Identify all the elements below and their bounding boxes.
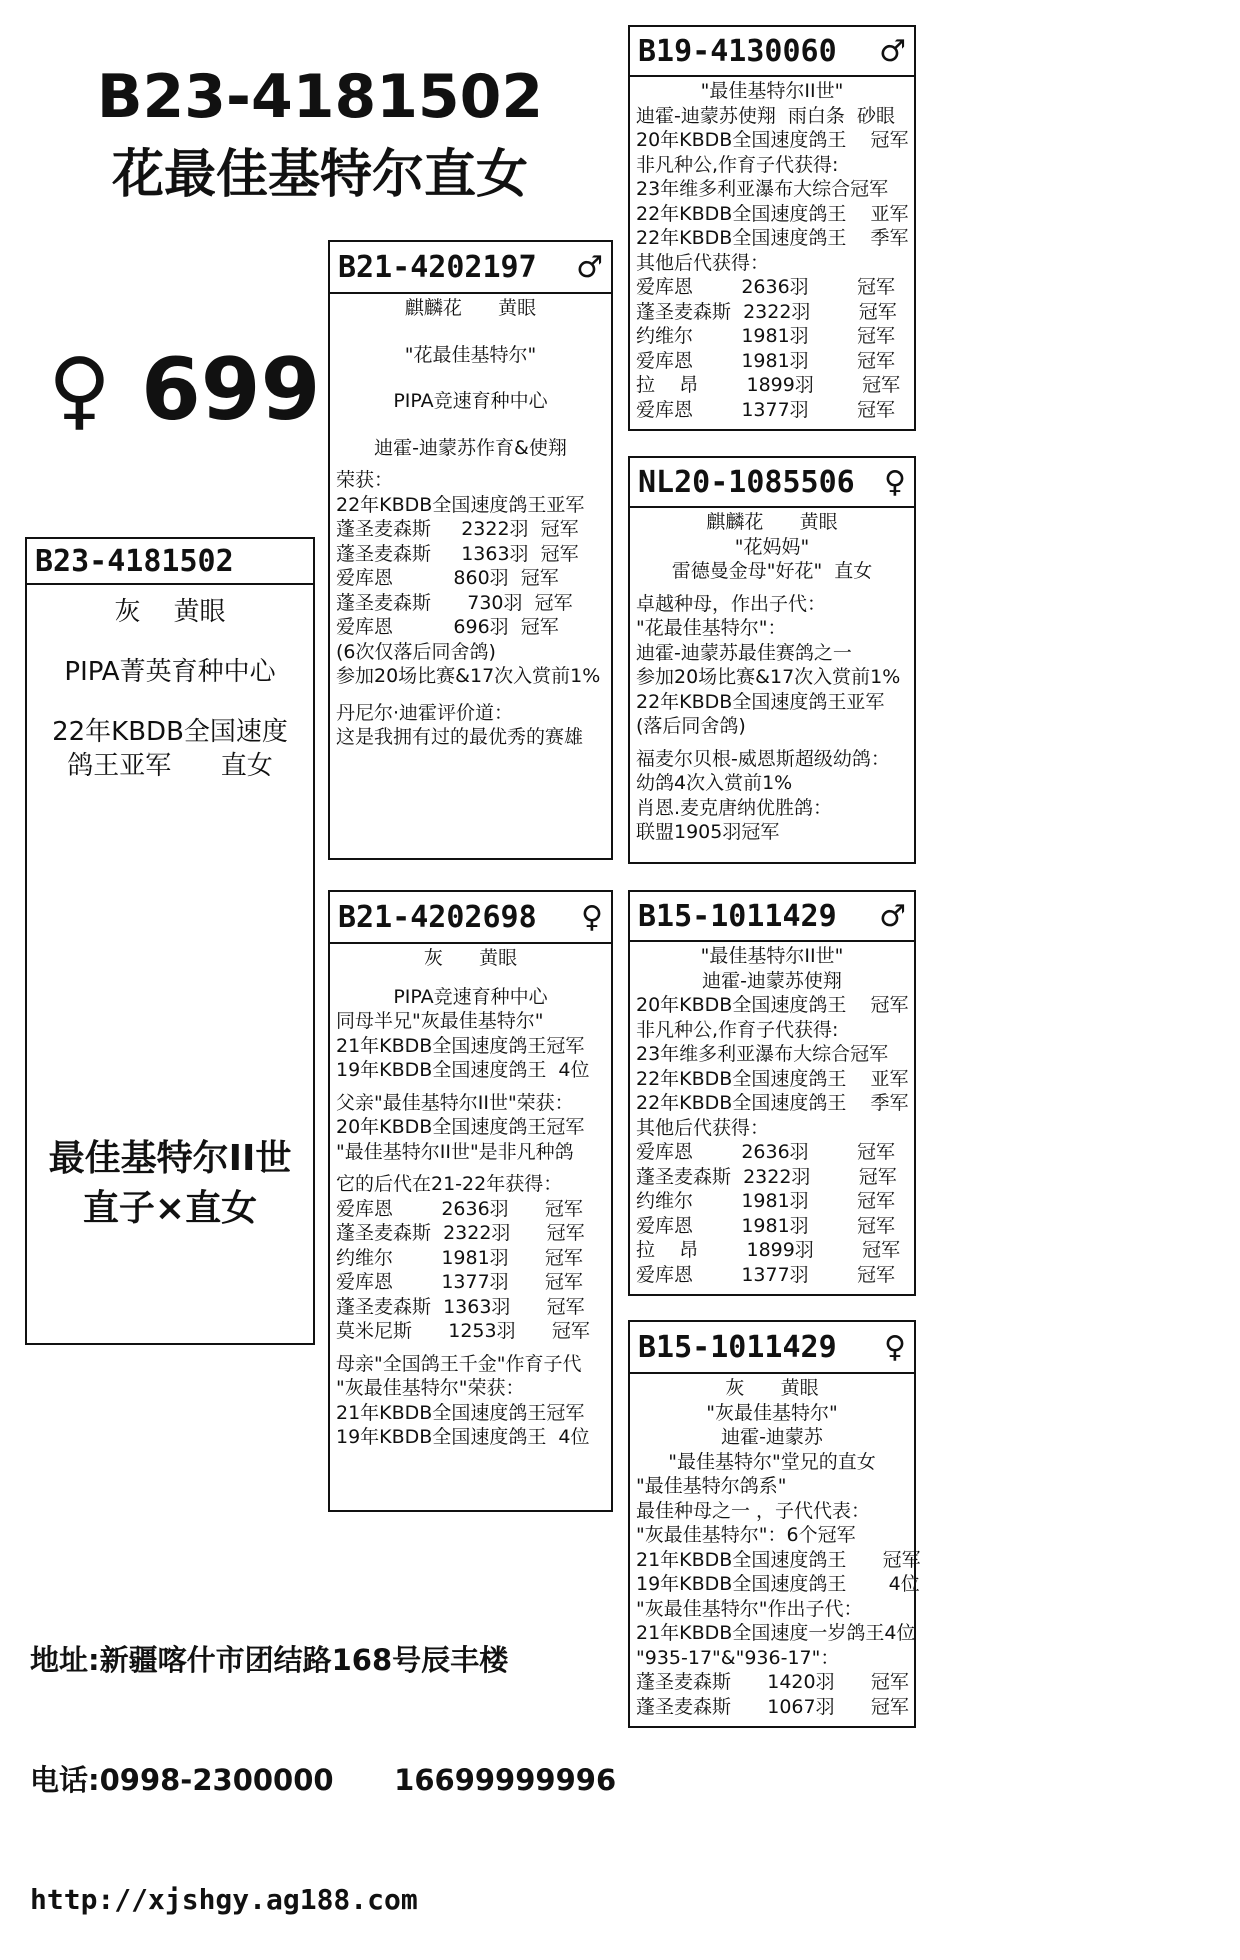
dam-line: 母亲"全国鸽王千金"作育子代 xyxy=(336,1352,582,1375)
female-icon: ♀ xyxy=(884,464,906,500)
ds-line: 23年维多利亚瀑布大综合冠军 xyxy=(636,1043,889,1065)
subject-line: PIPA菁英育种中心 xyxy=(64,657,276,687)
sire-line: PIPA竞速育种中心 xyxy=(393,390,548,412)
sd-line: 22年KBDB全国速度鸽王亚军 xyxy=(636,690,885,713)
dam-line: 19年KBDB全国速度鸽王 4位 xyxy=(336,1426,590,1448)
dam-line: 爱库恩 1377羽 冠军 xyxy=(336,1271,583,1293)
sire-line: 蓬圣麦森斯 730羽 冠军 xyxy=(336,591,573,614)
sd-line: 肖恩.麦克唐纳优胜鸽： xyxy=(636,796,833,819)
dam-line: 21年KBDB全国速度鸽王冠军 xyxy=(336,1034,585,1057)
sd-line: 雷德曼金母"好花" 直女 xyxy=(671,560,873,582)
ss-line: 爱库恩 1377羽 冠军 xyxy=(636,398,895,421)
ds-line: 非凡种公,作育子代获得: xyxy=(636,1018,839,1041)
ds-line: 约维尔 1981羽 冠军 xyxy=(636,1190,895,1212)
sire-dam-ring: NL20-1085506 xyxy=(638,464,855,500)
ss-line: 约维尔 1981羽 冠军 xyxy=(636,325,895,347)
female-icon: ♀ xyxy=(581,899,603,935)
ss-line: 蓬圣麦森斯 2322羽 冠军 xyxy=(636,300,897,323)
sire-line: 蓬圣麦森斯 1363羽 冠军 xyxy=(336,542,579,565)
ss-line: 其他后代获得： xyxy=(636,251,770,274)
dam-sire-ring: B15-1011429 xyxy=(638,898,837,934)
ds-line: 22年KBDB全国速度鸽王 季军 xyxy=(636,1092,909,1114)
sire-sire-ring: B19-4130060 xyxy=(638,33,837,69)
female-icon: ♀ xyxy=(48,340,111,440)
subject-note-line: 直子×直女 xyxy=(82,1188,258,1229)
ss-line: 23年维多利亚瀑布大综合冠军 xyxy=(636,178,889,200)
subject-line: 灰 黄眼 xyxy=(114,597,226,627)
sd-line: (落后同舍鸽) xyxy=(636,715,746,737)
sire-box-header xyxy=(330,242,611,294)
title-ring: B23-4181502 xyxy=(96,62,544,132)
dam-line: "最佳基特尔II世"是非凡种鸽 xyxy=(336,1140,574,1163)
sire-sire-box-body xyxy=(630,77,914,424)
ss-line: 迪霍-迪蒙苏使翔 雨白条 砂眼 xyxy=(636,104,896,127)
dam-line: 21年KBDB全国速度鸽王冠军 xyxy=(336,1401,585,1424)
dd-line: 蓬圣麦森斯 1067羽 冠军 xyxy=(636,1695,909,1718)
dam-dam-box-header xyxy=(630,1322,914,1374)
dam-box-body xyxy=(330,944,611,1452)
sire-line: 麒麟花 黄眼 xyxy=(404,297,537,319)
sire-line: 参加20场比赛&17次入赏前1% xyxy=(336,665,601,687)
dd-line: "935-17"&"936-17"： xyxy=(636,1646,840,1669)
dd-line: "灰最佳基特尔"：6个冠军 xyxy=(636,1524,856,1546)
dam-line: 灰 黄眼 xyxy=(423,947,518,969)
ds-line: 爱库恩 2636羽 冠军 xyxy=(636,1141,895,1163)
dd-line: "最佳基特尔"堂兄的直女 xyxy=(668,1450,876,1473)
sire-line: 22年KBDB全国速度鸽王亚军 xyxy=(336,493,585,516)
dd-line: 迪霍-迪蒙苏 xyxy=(721,1426,823,1448)
title-name: 花最佳基特尔直女 xyxy=(111,145,528,205)
male-icon: ♂ xyxy=(879,898,906,934)
dam-line: 19年KBDB全国速度鸽王 4位 xyxy=(336,1059,590,1081)
dam-line: "灰最佳基特尔"荣获： xyxy=(336,1377,525,1399)
ds-line: 22年KBDB全国速度鸽王 亚军 xyxy=(636,1067,909,1090)
sire-dam-box-header xyxy=(630,458,914,508)
dam-line: PIPA竞速育种中心 xyxy=(393,985,548,1008)
sire-line: "花最佳基特尔" xyxy=(404,343,537,366)
sire-box xyxy=(328,240,613,860)
price-value: 699 xyxy=(140,340,321,440)
subject-ring: B23-4181502 xyxy=(35,543,234,579)
dam-line: 约维尔 1981羽 冠军 xyxy=(336,1246,583,1269)
sire-line: 丹尼尔·迪霍评价道： xyxy=(336,701,514,724)
sd-line: "花妈妈" xyxy=(734,535,810,558)
dam-line: 20年KBDB全国速度鸽王冠军 xyxy=(336,1116,585,1138)
ds-line: 爱库恩 1377羽 冠军 xyxy=(636,1263,895,1286)
sire-line: 迪霍-迪蒙苏作育&使翔 xyxy=(374,436,567,459)
subject-line: 22年KBDB全国速度 xyxy=(52,717,288,747)
sd-line: 卓越种母，作出子代： xyxy=(636,592,827,615)
sd-line: 迪霍-迪蒙苏最佳赛鸽之一 xyxy=(636,641,852,664)
dam-dam-ring: B15-1011429 xyxy=(638,1329,837,1365)
ds-line: 迪霍-迪蒙苏使翔 xyxy=(702,969,842,992)
ss-line: 非凡种公,作育子代获得: xyxy=(636,153,839,176)
title-block xyxy=(60,62,580,207)
male-icon: ♂ xyxy=(879,33,906,69)
dam-line: 蓬圣麦森斯 1363羽 冠军 xyxy=(336,1295,585,1318)
dam-sire-box xyxy=(628,890,916,1296)
sire-sire-box xyxy=(628,25,916,431)
price xyxy=(48,340,320,440)
dd-line: 21年KBDB全国速度一岁鸽王4位 xyxy=(636,1622,916,1644)
sd-line: 参加20场比赛&17次入赏前1% xyxy=(636,666,901,688)
sire-line: 爱库恩 696羽 冠军 xyxy=(336,616,559,638)
dam-line: 它的后代在21-22年获得： xyxy=(336,1173,563,1195)
ss-line: 爱库恩 2636羽 冠军 xyxy=(636,276,895,298)
subject-pedigree-note xyxy=(27,1134,313,1234)
dd-line: 灰 黄眼 xyxy=(725,1377,819,1399)
sire-dam-box xyxy=(628,456,916,864)
sd-line: 联盟1905羽冠军 xyxy=(636,821,780,843)
subject-box xyxy=(25,537,315,1345)
sire-line: 荣获： xyxy=(336,469,394,491)
ss-line: 22年KBDB全国速度鸽王 季军 xyxy=(636,227,909,249)
ds-line: 拉 昂 1899羽 冠军 xyxy=(636,1239,901,1261)
dam-box xyxy=(328,890,613,1512)
ss-line: 22年KBDB全国速度鸽王 亚军 xyxy=(636,202,909,225)
contact-url[interactable]: http://xjshgy.ag188.com xyxy=(30,1883,418,1916)
dam-line: 爱库恩 2636羽 冠军 xyxy=(336,1197,583,1220)
dd-line: 21年KBDB全国速度鸽王 冠军 xyxy=(636,1548,921,1571)
male-icon: ♂ xyxy=(576,249,603,285)
subject-line: 鸽王亚军 直女 xyxy=(67,751,273,781)
sd-line: 麒麟花 黄眼 xyxy=(706,511,838,533)
sd-line: 幼鸽4次入赏前1% xyxy=(636,772,793,794)
ds-line: 20年KBDB全国速度鸽王 冠军 xyxy=(636,994,909,1016)
sire-sire-box-header xyxy=(630,27,914,77)
dd-line: 蓬圣麦森斯 1420羽 冠军 xyxy=(636,1671,909,1693)
contact-phone: 电话:0998-2300000 16699999996 xyxy=(30,1763,617,1797)
subject-box-header xyxy=(27,539,313,585)
dam-box-header xyxy=(330,892,611,944)
sire-line: 蓬圣麦森斯 2322羽 冠军 xyxy=(336,518,579,540)
dam-dam-box-body xyxy=(630,1374,921,1721)
dam-ring: B21-4202698 xyxy=(338,899,537,935)
sd-line: 福麦尔贝根-威恩斯超级幼鸽： xyxy=(636,747,890,770)
sire-ring: B21-4202197 xyxy=(338,249,537,285)
dd-line: "最佳基特尔鸽系" xyxy=(636,1475,787,1497)
subject-note-line: 最佳基特尔II世 xyxy=(48,1138,292,1179)
sire-line: 爱库恩 860羽 冠军 xyxy=(336,567,559,589)
ds-line: "最佳基特尔II世" xyxy=(700,945,844,967)
ss-line: "最佳基特尔II世" xyxy=(700,80,844,102)
dam-line: 莫米尼斯 1253羽 冠军 xyxy=(336,1320,590,1342)
dam-dam-box xyxy=(628,1320,921,1728)
dam-sire-box-header xyxy=(630,892,914,942)
dd-line: "灰最佳基特尔"作出子代： xyxy=(636,1597,863,1620)
ss-line: 拉 昂 1899羽 冠军 xyxy=(636,374,901,396)
ds-line: 其他后代获得： xyxy=(636,1116,770,1139)
ds-line: 蓬圣麦森斯 2322羽 冠军 xyxy=(636,1165,897,1188)
contact-block xyxy=(30,1560,616,1960)
dd-line: 最佳种母之一 ，子代代表： xyxy=(636,1499,871,1522)
ds-line: 爱库恩 1981羽 冠军 xyxy=(636,1214,895,1237)
ss-line: 爱库恩 1981羽 冠军 xyxy=(636,349,895,372)
dam-line: 蓬圣麦森斯 2322羽 冠军 xyxy=(336,1222,585,1244)
sire-dam-box-body xyxy=(630,508,914,847)
ss-line: 20年KBDB全国速度鸽王 冠军 xyxy=(636,129,909,151)
dd-line: "灰最佳基特尔" xyxy=(706,1401,838,1424)
sire-line: 这是我拥有过的最优秀的赛雄 xyxy=(336,726,584,748)
sd-line: "花最佳基特尔"： xyxy=(636,617,787,639)
dam-sire-box-body xyxy=(630,942,914,1289)
contact-address: 地址:新疆喀什市团结路168号辰丰楼 xyxy=(30,1643,509,1677)
sire-box-body xyxy=(330,294,611,752)
dd-line: 19年KBDB全国速度鸽王 4位 xyxy=(636,1573,920,1595)
female-icon: ♀ xyxy=(884,1329,906,1365)
dam-line: 同母半兄"灰最佳基特尔" xyxy=(336,1010,544,1032)
dam-line: 父亲"最佳基特尔II世"荣获： xyxy=(336,1091,574,1114)
sire-line: (6次仅落后同舍鸽) xyxy=(336,640,496,663)
